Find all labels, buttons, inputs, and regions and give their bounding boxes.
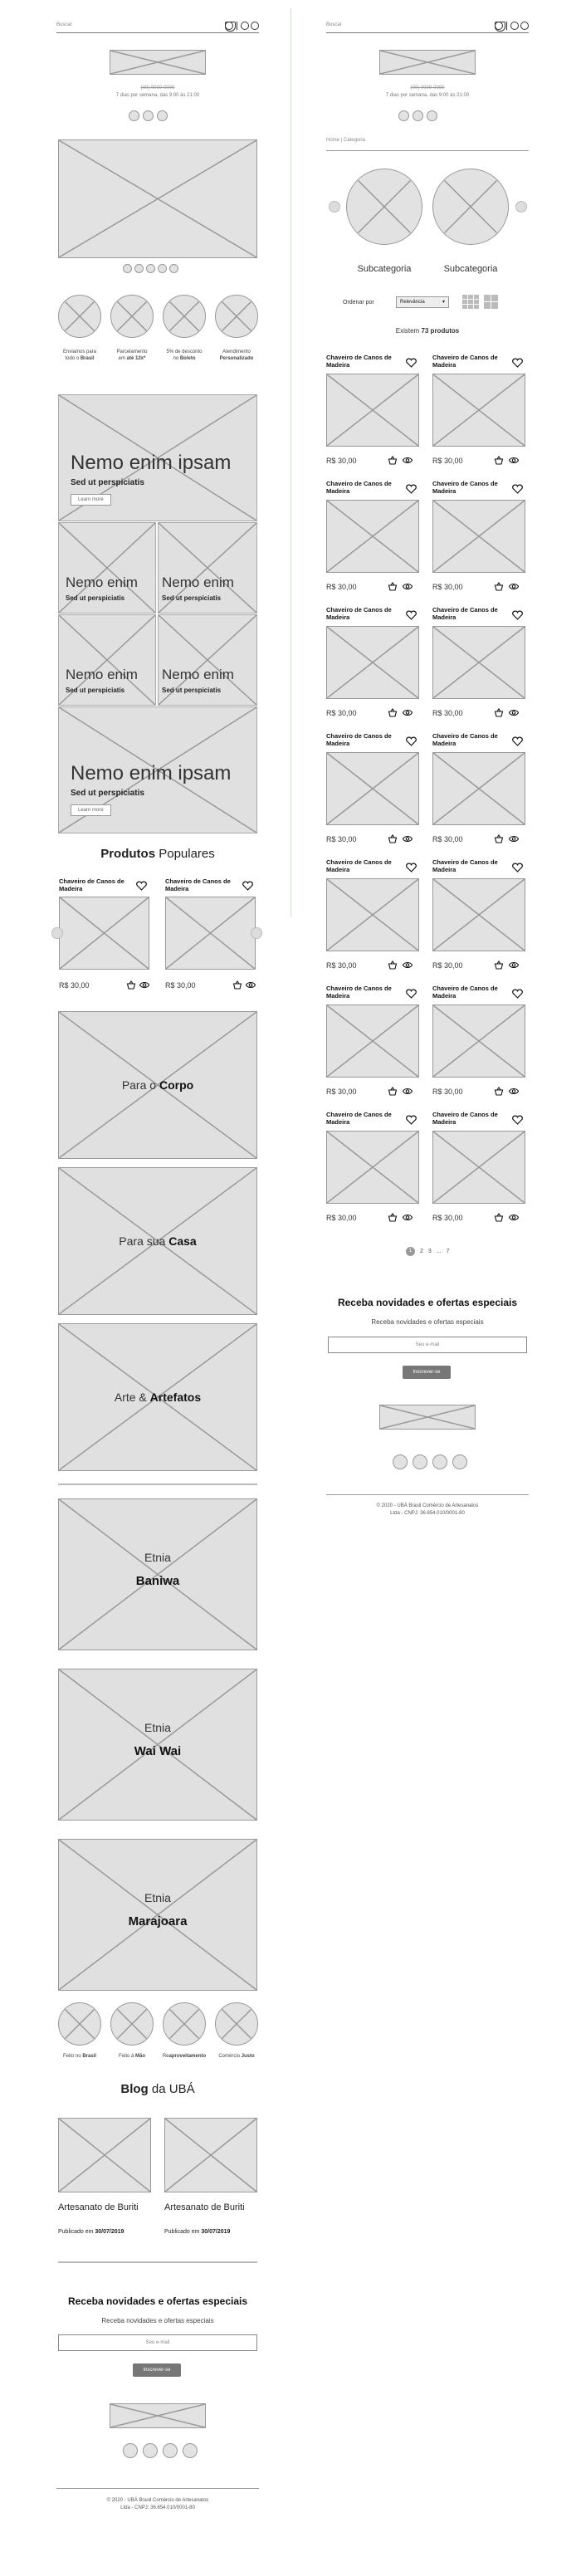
shipping-icon <box>58 295 101 338</box>
banner-title: Nemo enim ipsam <box>71 762 232 785</box>
banner-title: Nemo enim <box>66 574 138 590</box>
quick-view-icon[interactable] <box>403 961 413 970</box>
reuse-icon <box>163 2002 206 2046</box>
social-icon[interactable] <box>163 2443 178 2458</box>
carousel-indicators <box>123 264 178 273</box>
newsletter-subscribe-button[interactable]: Inscrever-se <box>133 2363 181 2377</box>
add-to-cart-icon[interactable] <box>388 1213 398 1222</box>
social-icon[interactable] <box>129 110 139 121</box>
sort-select[interactable]: Relevância ▾ <box>396 296 449 308</box>
quick-view-icon[interactable] <box>509 582 519 591</box>
carousel-dot[interactable] <box>158 264 167 273</box>
quick-view-icon[interactable] <box>403 456 413 465</box>
favorite-icon[interactable] <box>512 610 523 620</box>
ethnicity-banner-marajoara[interactable]: Etnia Marajoara <box>58 1839 257 1991</box>
learn-more-button[interactable]: Learn more <box>71 494 111 506</box>
ethnicity-banner-baniwa[interactable]: Etnia Baniwa <box>58 1498 257 1650</box>
newsletter-subscribe-button[interactable]: Inscrever-se <box>403 1366 451 1379</box>
favorite-icon[interactable] <box>406 1115 417 1125</box>
footer-logo[interactable] <box>379 1405 476 1430</box>
search-input[interactable]: Buscar <box>56 22 72 27</box>
banner-title: Nemo enim <box>162 574 234 590</box>
product-image[interactable] <box>432 374 525 447</box>
learn-more-button[interactable]: Learn more <box>71 804 111 816</box>
product-price: R$ 30,00 <box>326 709 357 717</box>
quick-view-icon[interactable] <box>139 980 149 990</box>
banner-subtitle: Sed ut perspiciatis <box>71 478 144 487</box>
wishlist-icon[interactable] <box>225 22 236 32</box>
benefit-discount: 5% de desconto no Boleto <box>166 349 203 361</box>
ethnicity-banner-waiwai[interactable]: Etnia Wai Wai <box>58 1669 257 1821</box>
add-to-cart-icon[interactable] <box>494 708 504 717</box>
product-image[interactable] <box>326 1131 419 1204</box>
product-price: R$ 30,00 <box>432 583 463 591</box>
product-price: R$ 30,00 <box>326 961 357 970</box>
subcategory-next-button[interactable] <box>515 201 527 213</box>
quick-view-icon[interactable] <box>509 456 519 465</box>
favorite-icon[interactable] <box>406 358 417 368</box>
favorite-icon[interactable] <box>406 484 417 494</box>
add-to-cart-icon[interactable] <box>388 961 398 970</box>
add-to-cart-icon[interactable] <box>388 708 398 717</box>
banner-subtitle: Sed ut perspiciatis <box>66 687 125 694</box>
add-to-cart-icon[interactable] <box>388 1087 398 1096</box>
favorite-icon[interactable] <box>512 484 523 494</box>
newsletter-subtitle: Receba novidades e ofertas especiais <box>101 2317 214 2324</box>
page-2[interactable]: 2 <box>420 1249 423 1254</box>
blog-post-image[interactable] <box>164 2118 257 2192</box>
product-image[interactable] <box>326 1004 419 1078</box>
product-name[interactable]: Chaveiro de Canos de Madeira <box>432 1111 498 1126</box>
product-price: R$ 30,00 <box>326 457 357 465</box>
quick-view-icon[interactable] <box>246 980 256 990</box>
product-price: R$ 30,00 <box>432 1088 463 1096</box>
social-icon[interactable] <box>143 110 154 121</box>
favorite-icon[interactable] <box>406 989 417 999</box>
product-image[interactable] <box>326 500 419 573</box>
add-to-cart-icon[interactable] <box>126 980 136 990</box>
carousel-next-button[interactable] <box>251 927 262 939</box>
product-price: R$ 30,00 <box>165 981 196 990</box>
favorite-icon[interactable] <box>406 610 417 620</box>
product-price: R$ 30,00 <box>59 981 90 990</box>
product-price: R$ 30,00 <box>326 1088 357 1096</box>
footer-copyright: © 2020 - UBÁ Brasil Comércio de Artesanatos Ltda - CNPJ: 36.654.010/0001-80 <box>106 2498 209 2510</box>
logo[interactable] <box>379 50 476 75</box>
carousel-dot[interactable] <box>134 264 144 273</box>
favorite-icon[interactable] <box>242 881 253 891</box>
social-icon[interactable] <box>123 2443 138 2458</box>
page-7[interactable]: 7 <box>446 1249 450 1254</box>
benefit-installments: Parcelamento em até 12x* <box>116 349 148 361</box>
social-icon[interactable] <box>398 110 409 121</box>
product-price: R$ 30,00 <box>432 709 463 717</box>
carousel-dot[interactable] <box>146 264 155 273</box>
product-image[interactable] <box>59 897 149 970</box>
favorite-icon[interactable] <box>512 358 523 368</box>
quick-view-icon[interactable] <box>509 1213 519 1222</box>
support-icon <box>215 295 258 338</box>
footer-social-icons <box>393 1454 467 1469</box>
banner-subtitle: Sed ut perspiciatis <box>162 687 222 694</box>
blog-title: Blog da UBÁ <box>120 2082 195 2096</box>
product-name[interactable]: Chaveiro de Canos de Madeira <box>432 606 498 621</box>
newsletter-email-input[interactable]: Seu e-mail <box>328 1337 527 1353</box>
cart-icon[interactable] <box>241 22 249 30</box>
product-price: R$ 30,00 <box>326 1214 357 1222</box>
add-to-cart-icon[interactable] <box>494 834 504 843</box>
promo-banner-small[interactable] <box>58 614 156 706</box>
blog-post-date: Publicado em 30/07/2019 <box>58 2229 124 2235</box>
subcategory-image[interactable] <box>346 169 422 245</box>
product-price: R$ 30,00 <box>326 835 357 843</box>
page-ellipsis: ... <box>436 1249 442 1254</box>
quick-view-icon[interactable] <box>403 708 413 717</box>
breadcrumb[interactable]: Home | Categoria <box>326 138 365 143</box>
phone-number: (00) 0000-0000 <box>410 86 445 90</box>
search-icon[interactable] <box>520 22 529 30</box>
favorite-icon[interactable] <box>512 736 523 746</box>
favorite-icon[interactable] <box>406 736 417 746</box>
section-divider <box>58 1484 257 1485</box>
pagination <box>406 1247 450 1256</box>
grid-3-view-icon[interactable] <box>462 295 479 309</box>
favorite-icon[interactable] <box>512 863 523 873</box>
quick-view-icon[interactable] <box>509 1087 519 1096</box>
subcategory-image[interactable] <box>432 169 509 245</box>
blog-post-date: Publicado em 30/07/2019 <box>164 2229 231 2235</box>
add-to-cart-icon[interactable] <box>494 456 504 465</box>
icon-separator <box>506 22 507 30</box>
quick-view-icon[interactable] <box>403 582 413 591</box>
banner-subtitle: Sed ut perspiciatis <box>71 789 144 798</box>
social-icon[interactable] <box>432 1454 447 1469</box>
logo[interactable] <box>110 50 206 75</box>
carousel-dot[interactable] <box>169 264 178 273</box>
subcategory-label[interactable]: Subcategoria <box>357 264 412 274</box>
social-icons <box>398 110 437 121</box>
add-to-cart-icon[interactable] <box>388 834 398 843</box>
benefit-support: Atendimento Personalizado <box>219 349 254 361</box>
category-banner-body[interactable]: Para o Corpo <box>58 1011 257 1159</box>
product-image[interactable] <box>326 626 419 699</box>
product-name[interactable]: Chaveiro de Canos de Madeira <box>326 606 392 621</box>
cart-icon[interactable] <box>510 22 519 30</box>
product-image[interactable] <box>432 1131 525 1204</box>
product-name[interactable]: Chaveiro de Canos de Madeira <box>326 732 392 747</box>
quick-view-icon[interactable] <box>509 961 519 970</box>
product-image[interactable] <box>165 897 256 970</box>
social-icon[interactable] <box>427 110 437 121</box>
value-reuse: Reaproveitamento <box>162 2054 207 2059</box>
social-icon[interactable] <box>413 1454 427 1469</box>
banner-title: Nemo enim <box>162 667 234 682</box>
social-icon[interactable] <box>413 110 423 121</box>
product-image[interactable] <box>326 878 419 951</box>
phone-number: (00) 0000-0000 <box>140 86 175 90</box>
discount-icon <box>163 295 206 338</box>
search-bar[interactable] <box>326 20 529 33</box>
carousel-prev-button[interactable] <box>51 927 63 939</box>
social-icon[interactable] <box>143 2443 158 2458</box>
quick-view-icon[interactable] <box>509 834 519 843</box>
popular-products-title: Produtos Populares <box>100 847 215 861</box>
search-input[interactable]: Buscar <box>326 22 342 27</box>
footer-copyright: © 2020 - UBÁ Brasil Comércio de Artesanatos Ltda - CNPJ: 36.654.010/0001-80 <box>376 1503 479 1516</box>
value-made-in-brazil: Feito no Brasil <box>62 2054 97 2059</box>
subcategory-label[interactable]: Subcategoria <box>443 264 498 274</box>
page-1[interactable]: 1 <box>406 1247 415 1256</box>
handmade-icon <box>110 2002 154 2046</box>
value-fair-trade: Comércio Justo <box>218 2054 255 2059</box>
favorite-icon[interactable] <box>512 1115 523 1125</box>
social-icon[interactable] <box>157 110 168 121</box>
product-count: Existem 73 produtos <box>395 327 460 335</box>
product-name[interactable]: Chaveiro de Canos de Madeira <box>432 354 498 369</box>
newsletter-email-input[interactable]: Seu e-mail <box>58 2334 257 2351</box>
opening-hours: 7 dias por semana, das 9:00 às 21:00 <box>385 93 470 98</box>
add-to-cart-icon[interactable] <box>494 582 504 591</box>
carousel-dot[interactable] <box>123 264 132 273</box>
blog-post-title[interactable]: Artesanato de Buriti <box>164 2202 245 2212</box>
social-icon[interactable] <box>393 1454 408 1469</box>
add-to-cart-icon[interactable] <box>388 582 398 591</box>
fair-trade-icon <box>215 2002 258 2046</box>
quick-view-icon[interactable] <box>403 1087 413 1096</box>
product-image[interactable] <box>432 752 525 825</box>
quick-view-icon[interactable] <box>403 834 413 843</box>
product-price: R$ 30,00 <box>432 1214 463 1222</box>
installments-icon <box>110 295 154 338</box>
product-image[interactable] <box>432 878 525 951</box>
product-name[interactable]: Chaveiro de Canos de Madeira <box>59 877 124 892</box>
social-icon[interactable] <box>452 1454 467 1469</box>
banner-subtitle: Sed ut perspiciatis <box>66 594 125 602</box>
made-in-brazil-icon <box>58 2002 101 2046</box>
column-divider <box>290 8 291 917</box>
product-name[interactable]: Chaveiro de Canos de Madeira <box>326 1111 392 1126</box>
product-name[interactable]: Chaveiro de Canos de Madeira <box>432 985 498 1000</box>
promo-banner-small[interactable] <box>158 614 257 706</box>
product-name[interactable]: Chaveiro de Canos de Madeira <box>326 985 392 1000</box>
hero-carousel-image[interactable] <box>58 139 257 258</box>
promo-banner-small[interactable] <box>158 522 257 613</box>
blog-post-title[interactable]: Artesanato de Buriti <box>58 2202 139 2212</box>
footer-social-icons <box>123 2443 198 2458</box>
social-icons <box>129 110 168 121</box>
add-to-cart-icon[interactable] <box>494 961 504 970</box>
product-price: R$ 30,00 <box>432 835 463 843</box>
category-banner-home[interactable]: Para sua Casa <box>58 1167 257 1315</box>
wishlist-icon[interactable] <box>495 22 505 32</box>
sort-label: Ordenar por <box>343 300 374 306</box>
search-icon[interactable] <box>251 22 259 30</box>
footer-divider <box>326 1494 529 1495</box>
benefit-shipping: Enviamos para todo o Brasil <box>62 349 97 361</box>
blog-post-image[interactable] <box>58 2118 151 2192</box>
add-to-cart-icon[interactable] <box>494 1213 504 1222</box>
newsletter-title: Receba novidades e ofertas especiais <box>337 1297 518 1308</box>
banner-subtitle: Sed ut perspiciatis <box>162 594 222 602</box>
product-name[interactable]: Chaveiro de Canos de Madeira <box>432 480 498 495</box>
product-name[interactable]: Chaveiro de Canos de Madeira <box>432 858 498 873</box>
favorite-icon[interactable] <box>406 863 417 873</box>
promo-banner-top[interactable] <box>58 394 257 521</box>
product-image[interactable] <box>432 626 525 699</box>
product-image[interactable] <box>432 500 525 573</box>
grid-2-view-icon[interactable] <box>484 295 498 309</box>
favorite-icon[interactable] <box>512 989 523 999</box>
search-bar[interactable] <box>56 20 259 33</box>
product-price: R$ 30,00 <box>432 961 463 970</box>
category-banner-art[interactable]: Arte & Artefatos <box>58 1323 257 1471</box>
section-divider <box>58 2261 257 2263</box>
product-name[interactable]: Chaveiro de Canos de Madeira <box>165 877 231 892</box>
promo-banner-small[interactable] <box>58 522 156 613</box>
quick-view-icon[interactable] <box>509 708 519 717</box>
newsletter-title: Receba novidades e ofertas especiais <box>67 2295 248 2307</box>
product-name[interactable]: Chaveiro de Canos de Madeira <box>432 732 498 747</box>
product-image[interactable] <box>326 374 419 447</box>
footer-logo[interactable] <box>110 2403 206 2428</box>
social-icon[interactable] <box>183 2443 198 2458</box>
product-image[interactable] <box>326 752 419 825</box>
breadcrumb-divider <box>326 150 529 151</box>
product-name[interactable]: Chaveiro de Canos de Madeira <box>326 858 392 873</box>
add-to-cart-icon[interactable] <box>232 980 242 990</box>
product-price: R$ 30,00 <box>432 457 463 465</box>
product-price: R$ 30,00 <box>326 583 357 591</box>
product-image[interactable] <box>432 1004 525 1078</box>
newsletter-subtitle: Receba novidades e ofertas especiais <box>371 1318 484 1326</box>
add-to-cart-icon[interactable] <box>494 1087 504 1096</box>
subcategory-prev-button[interactable] <box>329 201 340 213</box>
add-to-cart-icon[interactable] <box>388 456 398 465</box>
promo-banner-bottom[interactable] <box>58 706 257 833</box>
banner-title: Nemo enim ipsam <box>71 452 232 474</box>
value-handmade: Feito à Mão <box>118 2054 145 2059</box>
banner-title: Nemo enim <box>66 667 138 682</box>
product-name[interactable]: Chaveiro de Canos de Madeira <box>326 480 392 495</box>
favorite-icon[interactable] <box>136 881 147 891</box>
product-name[interactable]: Chaveiro de Canos de Madeira <box>326 354 392 369</box>
opening-hours: 7 dias por semana, das 9:00 às 21:00 <box>115 93 200 98</box>
quick-view-icon[interactable] <box>403 1213 413 1222</box>
page-3[interactable]: 3 <box>427 1249 432 1254</box>
footer-divider <box>56 2488 259 2489</box>
